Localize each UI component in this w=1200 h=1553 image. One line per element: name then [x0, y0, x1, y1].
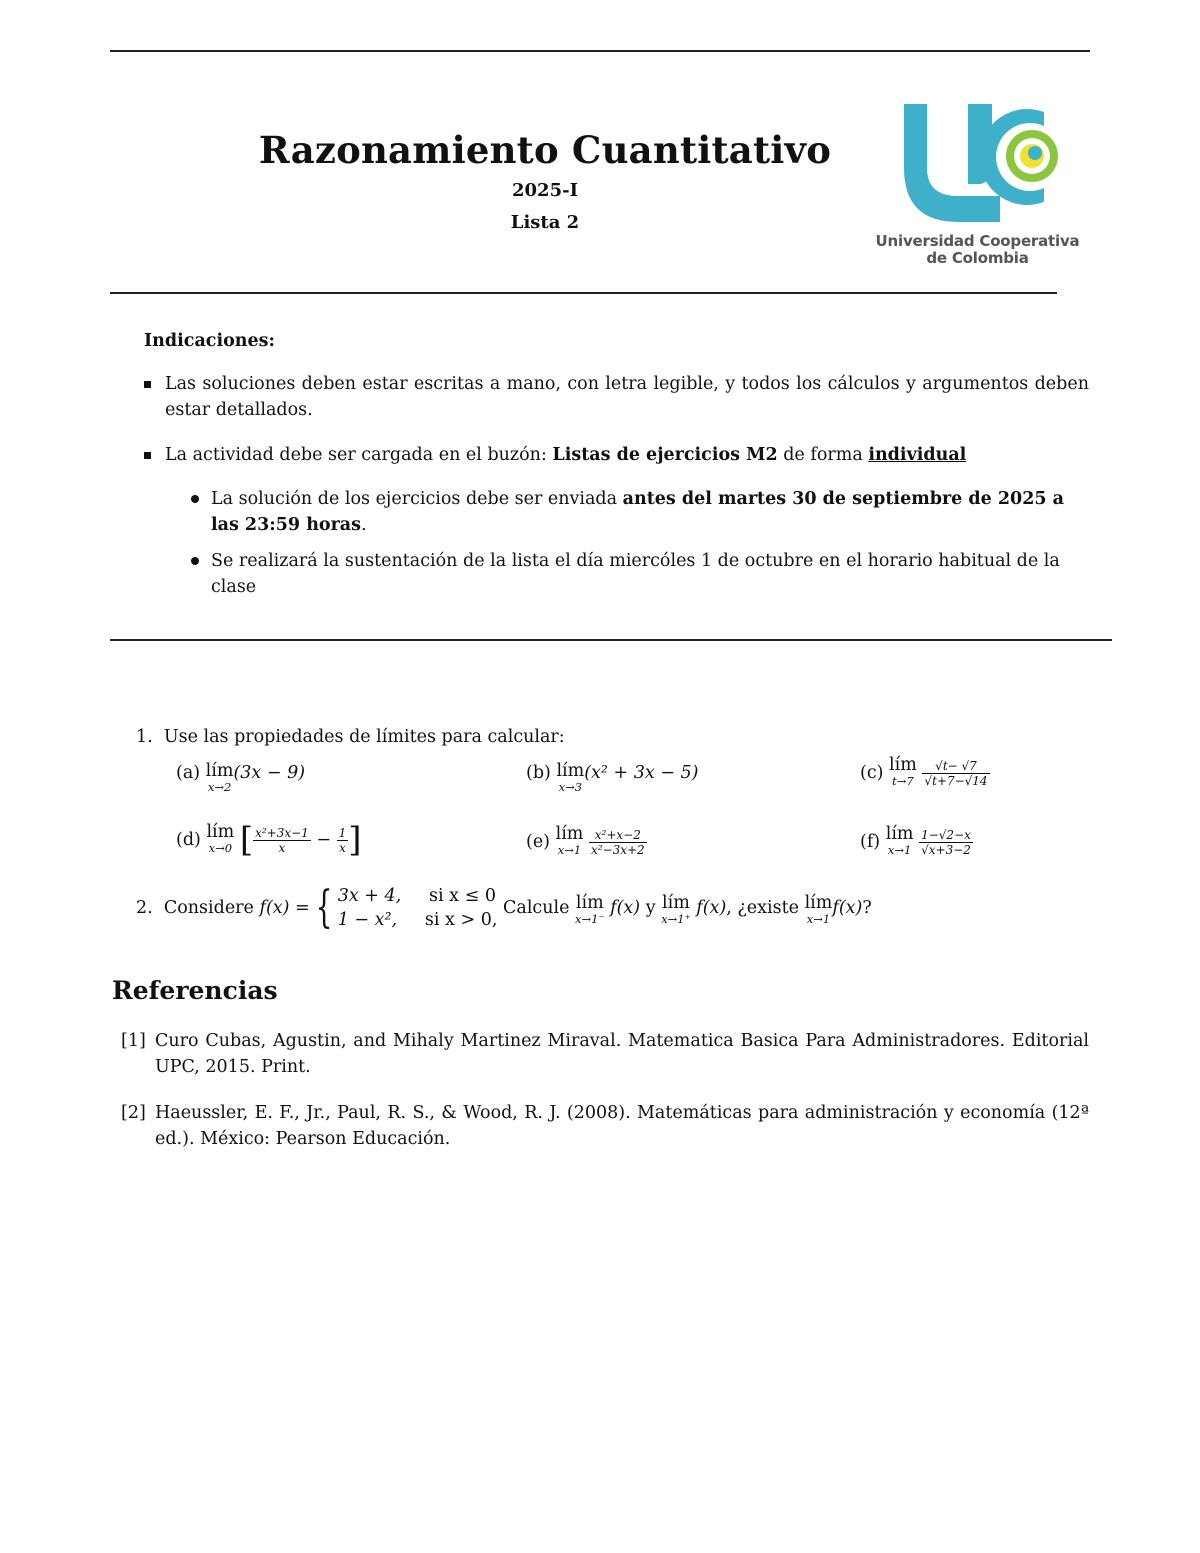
square-bullet-icon	[144, 452, 151, 459]
exercise-1d: (d) lím x→0 [ $\frac{\text{x²+3x−1}}{x}$ − $\frac{1}{x}$ ]	[176, 820, 362, 860]
exercise-1f: (f) lím x→1 $\frac{1-√2-x}{√x+3-2}$	[860, 824, 971, 857]
exercise-2: 2. Considere f(x) = { 3x + 4, si x ≤ 0 1 − x², si x > 0, Calcule lím x→1⁻ f(x) y lím x→1⁺ f(x), ¿existe lím x→1 f(x)?	[136, 882, 872, 933]
exercise-1b: (b) lím x→3 (x² + 3x − 5)	[526, 761, 699, 794]
indications-heading: Indicaciones:	[144, 331, 275, 351]
indication-sub-bullet-2: Se realizará la sustentación de la lista el día miercóles 1 de octubre en el horario habitual de la clase	[211, 551, 1060, 597]
round-bullet-icon	[191, 495, 199, 503]
header-rule	[110, 292, 1057, 294]
indication-bullet-2: La actividad debe ser cargada en el buzón: Listas de ejercicios M2 de forma individual	[165, 445, 967, 465]
section-rule	[110, 639, 1112, 641]
references-heading: Referencias	[112, 976, 278, 1005]
reference-item: [1] Curo Cubas, Agustin, and Mihaly Martinez Miraval. Matematica Basica Para Administradores. Editorial UPC, 2015. Print.	[121, 1031, 1089, 1077]
list-label: Lista 2	[510, 212, 580, 233]
logo-text-line1: Universidad Cooperativa	[875, 232, 1080, 250]
square-bullet-icon	[144, 381, 151, 388]
term-label: 2025-I	[512, 180, 578, 201]
exercise-1a: (a) lím x→2 (3x − 9)	[176, 761, 306, 794]
exercise-1e: (e) lím x→1 $\frac{\text{x²+x−2}}{\text{x²−3x+2}}$	[526, 824, 645, 857]
indication-bullet-1: Las soluciones deben estar escritas a mano, con letra legible, y todos los cálculos y argumentos deben estar detallados.	[165, 374, 1089, 420]
exercise-1c: (c) lím t→7 $\frac{√t- √7}{√t+7-√14}$	[860, 755, 988, 788]
page-title: Razonamiento Cuantitativo	[258, 128, 832, 172]
indication-sub-bullet-1: La solución de los ejercicios debe ser enviada antes del martes 30 de septiembre de 2025 a las 23:59 horas.	[211, 489, 1065, 535]
round-bullet-icon	[191, 557, 199, 565]
reference-item: [2] Haeussler, E. F., Jr., Paul, R. S., & Wood, R. J. (2008). Matemáticas para administración y economía (12ª ed.). México: Pearson Educación.	[121, 1103, 1089, 1149]
top-rule	[110, 50, 1090, 52]
logo-text-line2: de Colombia	[926, 249, 1029, 267]
exercise-1: 1. Use las propiedades de límites para calcular:	[136, 727, 565, 747]
